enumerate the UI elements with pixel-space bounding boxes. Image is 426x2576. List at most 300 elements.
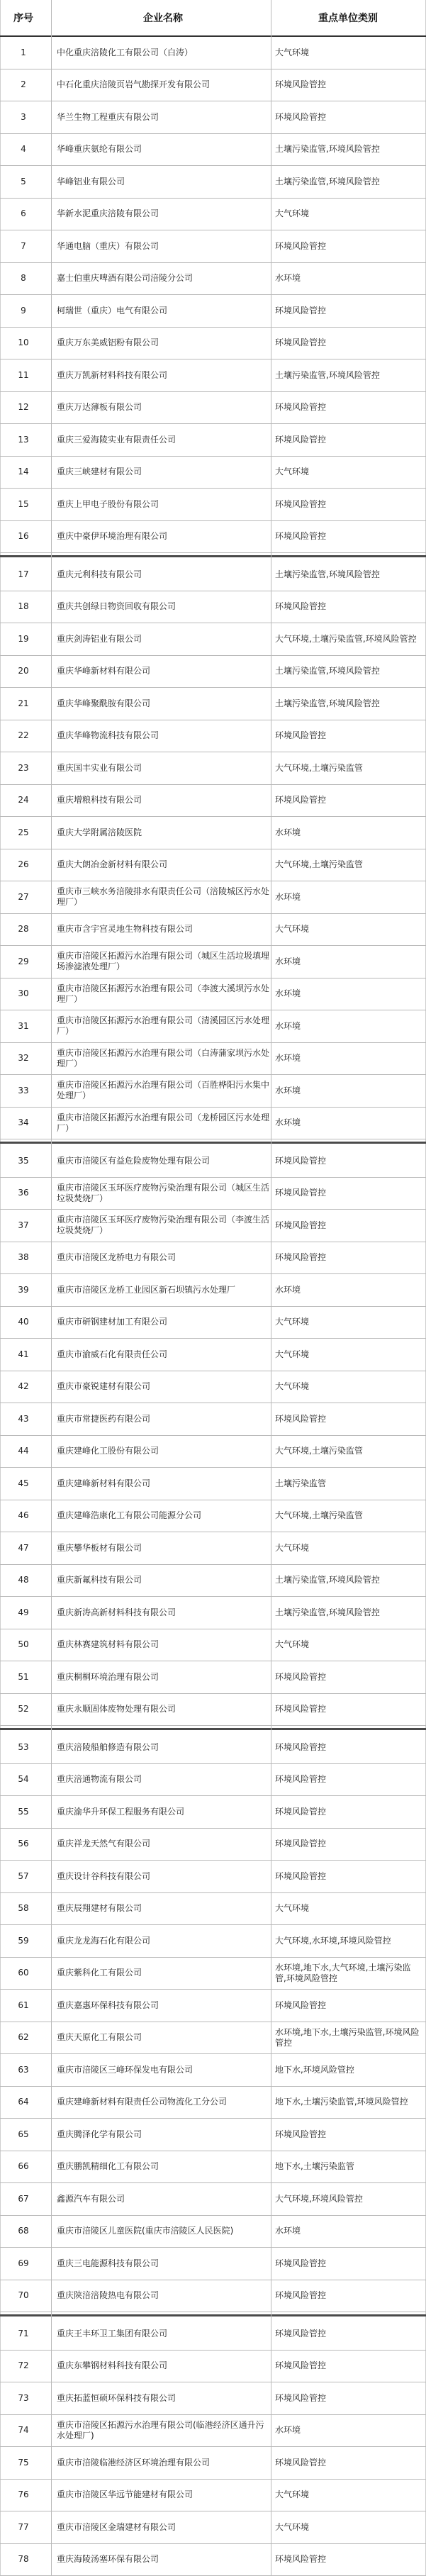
section-divider bbox=[0, 2314, 426, 2316]
company-name bbox=[57, 2022, 269, 2054]
row-index bbox=[0, 2022, 47, 2054]
company-name-text: 中石化重庆涪陵页岩气勘探开发有限公司 bbox=[57, 79, 211, 90]
company-name-text: 重庆陕涪涪陵热电有限公司 bbox=[57, 2290, 159, 2301]
unit-category-text: 环境风险管控 bbox=[275, 1774, 327, 1785]
unit-category bbox=[275, 1732, 421, 1763]
section-divider bbox=[0, 1728, 426, 1730]
company-name-text: 华新水泥重庆涪陵有限公司 bbox=[57, 208, 159, 219]
table-row bbox=[0, 166, 426, 199]
unit-category bbox=[275, 230, 421, 262]
table-row bbox=[0, 720, 426, 753]
company-name bbox=[57, 392, 269, 424]
row-index-text: 70 bbox=[18, 2290, 29, 2301]
row-index bbox=[0, 978, 47, 1010]
unit-category bbox=[275, 623, 421, 655]
table-row bbox=[0, 2280, 426, 2313]
unit-category-text: 地下水,环境风险管控 bbox=[275, 2064, 354, 2075]
unit-category bbox=[275, 1829, 421, 1861]
company-name-text: 重庆市涪陵区拓源污水治理有限公司（清溪园区污水处理厂） bbox=[57, 1015, 269, 1037]
table-row bbox=[0, 1075, 426, 1108]
table-row bbox=[0, 1764, 426, 1797]
table-row bbox=[0, 1210, 426, 1242]
row-index-text: 48 bbox=[18, 1575, 29, 1585]
company-name-text: 重庆市涪陵区拓源污水治理有限公司(临港经济区通升污水处理厂) bbox=[57, 2419, 264, 2441]
row-index-text: 54 bbox=[18, 1774, 29, 1785]
unit-category-text: 大气环境 bbox=[275, 1317, 310, 1327]
table-row bbox=[0, 2087, 426, 2119]
unit-category bbox=[275, 1629, 421, 1661]
unit-category-text: 环境风险管控 bbox=[275, 2000, 327, 2010]
unit-category-text: 水环境 bbox=[275, 2226, 301, 2236]
company-name-text: 重庆涪陵船舶修造有限公司 bbox=[57, 1741, 159, 1752]
row-index bbox=[0, 2216, 47, 2248]
unit-category bbox=[275, 2119, 421, 2151]
row-index-text: 38 bbox=[18, 1252, 29, 1263]
section-divider bbox=[0, 555, 426, 557]
company-name-text: 重庆拓蓝恒硕环保科技有限公司 bbox=[57, 2392, 176, 2403]
table-row bbox=[0, 1274, 426, 1307]
company-name bbox=[57, 2280, 269, 2312]
table-row bbox=[0, 101, 426, 134]
company-name-text: 重庆华峰新材料有限公司 bbox=[57, 666, 151, 676]
table-row bbox=[0, 2054, 426, 2087]
row-index bbox=[0, 849, 47, 881]
company-name-text: 重庆三峡建材有限公司 bbox=[57, 467, 142, 477]
unit-category bbox=[275, 2022, 421, 2054]
unit-category bbox=[275, 752, 421, 784]
unit-category bbox=[275, 101, 421, 133]
header-index: 序号 bbox=[13, 13, 33, 24]
row-index-text: 60 bbox=[18, 1968, 29, 1978]
unit-category-text: 环境风险管控 bbox=[275, 795, 327, 805]
row-index bbox=[0, 295, 47, 327]
company-name-text: 重庆市涪陵区华远节能建材有限公司 bbox=[57, 2489, 194, 2500]
unit-category-text: 环境风险管控 bbox=[275, 1671, 327, 1682]
unit-category bbox=[275, 359, 421, 391]
unit-category-text: 水环境 bbox=[275, 956, 301, 966]
table-row bbox=[0, 1958, 426, 1990]
table-row bbox=[0, 1468, 426, 1500]
table-row bbox=[0, 1500, 426, 1533]
unit-category-text: 地下水,土壤污染监管,环境风险管控 bbox=[275, 2097, 408, 2107]
row-index bbox=[0, 457, 47, 489]
company-name-text: 重庆天原化工有限公司 bbox=[57, 2032, 142, 2043]
row-index bbox=[0, 69, 47, 101]
row-index-text: 8 bbox=[21, 273, 26, 284]
row-index-text: 4 bbox=[21, 144, 26, 155]
company-name-text: 重庆新氟科技有限公司 bbox=[57, 1575, 142, 1585]
company-name-text: 重庆市三峡水务涪陵排水有限责任公司（涪陵城区污水处理厂） bbox=[57, 886, 269, 908]
row-index-text: 36 bbox=[18, 1188, 29, 1198]
row-index-text: 19 bbox=[18, 633, 29, 644]
company-name-text: 重庆龙龙海石化有限公司 bbox=[57, 1935, 151, 1946]
unit-category-text: 环境风险管控 bbox=[275, 2129, 327, 2139]
company-name bbox=[57, 424, 269, 456]
unit-category bbox=[275, 559, 421, 591]
row-index bbox=[0, 1468, 47, 1500]
row-index-text: 77 bbox=[18, 2521, 29, 2532]
row-index bbox=[0, 359, 47, 391]
table-row bbox=[0, 2511, 426, 2544]
unit-category-text: 水环境 bbox=[275, 988, 301, 999]
table-row bbox=[0, 2119, 426, 2151]
row-index-text: 1 bbox=[21, 47, 26, 57]
unit-category bbox=[275, 1403, 421, 1435]
unit-category bbox=[275, 2248, 421, 2280]
company-name bbox=[57, 521, 269, 553]
company-name bbox=[57, 1403, 269, 1435]
unit-category bbox=[275, 2318, 421, 2350]
row-index bbox=[0, 1274, 47, 1306]
row-index-text: 68 bbox=[18, 2226, 29, 2236]
row-index-text: 27 bbox=[18, 891, 29, 902]
company-name bbox=[57, 2318, 269, 2350]
unit-category-text: 水环境,地下水,土壤污染监管,环境风险管控 bbox=[275, 2026, 420, 2048]
company-name bbox=[57, 69, 269, 101]
unit-category-text: 地下水,土壤污染监管 bbox=[275, 2161, 354, 2172]
row-index-text: 11 bbox=[18, 369, 29, 380]
row-index bbox=[0, 2544, 47, 2576]
company-name-text: 嘉士伯重庆啤酒有限公司涪陵分公司 bbox=[57, 273, 194, 284]
unit-category-text: 环境风险管控 bbox=[275, 2392, 327, 2403]
row-index bbox=[0, 1178, 47, 1210]
company-name bbox=[57, 591, 269, 623]
table-row bbox=[0, 134, 426, 167]
row-index bbox=[0, 424, 47, 456]
row-index-text: 17 bbox=[18, 569, 29, 579]
unit-category bbox=[275, 1210, 421, 1242]
unit-category bbox=[275, 489, 421, 520]
row-index-text: 16 bbox=[18, 531, 29, 542]
company-name bbox=[57, 489, 269, 520]
company-name bbox=[57, 2183, 269, 2215]
row-index-text: 35 bbox=[18, 1155, 29, 1166]
row-index-text: 78 bbox=[18, 2554, 29, 2565]
row-index-text: 57 bbox=[18, 1870, 29, 1881]
row-index-text: 14 bbox=[18, 467, 29, 477]
column-divider bbox=[51, 0, 52, 2576]
unit-category-text: 环境风险管控 bbox=[275, 305, 327, 316]
row-index-text: 71 bbox=[18, 2328, 29, 2338]
company-name-text: 重庆市含宇宫灵地生物科技有限公司 bbox=[57, 924, 194, 935]
company-name-text: 重庆万东美威铝粉有限公司 bbox=[57, 338, 159, 348]
company-name bbox=[57, 559, 269, 591]
row-index-text: 67 bbox=[18, 2193, 29, 2204]
row-index bbox=[0, 1075, 47, 1107]
unit-category bbox=[275, 2480, 421, 2511]
company-name bbox=[57, 2351, 269, 2382]
unit-category-text: 环境风险管控 bbox=[275, 1188, 327, 1198]
table-row bbox=[0, 1597, 426, 1629]
company-name bbox=[57, 1043, 269, 1075]
row-index-text: 42 bbox=[18, 1381, 29, 1392]
unit-category-text: 土壤污染监管,环境风险管控 bbox=[275, 666, 380, 676]
row-index bbox=[0, 1597, 47, 1629]
row-index-text: 55 bbox=[18, 1806, 29, 1817]
unit-category-text: 土壤污染监管,环境风险管控 bbox=[275, 698, 380, 708]
row-index bbox=[0, 1861, 47, 1892]
row-index-text: 40 bbox=[18, 1317, 29, 1327]
row-index bbox=[0, 688, 47, 720]
table-row bbox=[0, 2415, 426, 2448]
company-name bbox=[57, 2087, 269, 2119]
unit-category-text: 土壤污染监管,环境风险管控 bbox=[275, 176, 380, 186]
unit-category-text: 环境风险管控 bbox=[275, 2258, 327, 2268]
row-index bbox=[0, 1565, 47, 1597]
company-name bbox=[57, 1339, 269, 1371]
unit-category-text: 大气环境 bbox=[275, 1349, 310, 1359]
unit-category-text: 大气环境,土壤污染监管 bbox=[275, 762, 363, 773]
row-index bbox=[0, 1108, 47, 1139]
company-name bbox=[57, 1629, 269, 1661]
company-name bbox=[57, 1764, 269, 1796]
unit-category-text: 大气环境 bbox=[275, 924, 310, 935]
company-name bbox=[57, 199, 269, 230]
company-name bbox=[57, 230, 269, 262]
unit-category bbox=[275, 914, 421, 946]
unit-category-text: 环境风险管控 bbox=[275, 240, 327, 251]
row-index-text: 44 bbox=[18, 1446, 29, 1456]
row-index bbox=[0, 1925, 47, 1957]
row-index-text: 15 bbox=[18, 498, 29, 509]
company-name-text: 重庆永顺固体废物处理有限公司 bbox=[57, 1704, 176, 1714]
unit-category-text: 环境风险管控 bbox=[275, 111, 327, 122]
table-row bbox=[0, 263, 426, 296]
table-row bbox=[0, 2183, 426, 2216]
unit-category bbox=[275, 591, 421, 623]
table-row bbox=[0, 1861, 426, 1893]
unit-category bbox=[275, 1010, 421, 1042]
unit-category bbox=[275, 1893, 421, 1925]
table-row bbox=[0, 2447, 426, 2480]
company-name bbox=[57, 1210, 269, 1242]
row-index-text: 20 bbox=[18, 666, 29, 676]
company-name-text: 重庆大朗冶金新材料有限公司 bbox=[57, 859, 168, 870]
unit-category-text: 大气环境 bbox=[275, 2521, 310, 2532]
row-index-text: 41 bbox=[18, 1349, 29, 1359]
unit-category bbox=[275, 1371, 421, 1403]
unit-category-text: 大气环境,水环境,环境风险管控 bbox=[275, 1935, 391, 1946]
table-row bbox=[0, 688, 426, 720]
company-name bbox=[57, 37, 269, 69]
table-row bbox=[0, 489, 426, 521]
company-name bbox=[57, 2544, 269, 2576]
row-index-text: 24 bbox=[18, 795, 29, 805]
unit-category bbox=[275, 263, 421, 295]
unit-category bbox=[275, 1307, 421, 1339]
company-name-text: 重庆市常捷医药有限公司 bbox=[57, 1413, 151, 1424]
unit-category-text: 环境风险管控 bbox=[275, 498, 327, 509]
row-index bbox=[0, 1796, 47, 1828]
unit-category-text: 水环境 bbox=[275, 1117, 301, 1128]
row-index bbox=[0, 1990, 47, 2022]
row-index bbox=[0, 328, 47, 359]
unit-category bbox=[275, 1597, 421, 1629]
row-index-text: 72 bbox=[18, 2360, 29, 2371]
company-name-text: 重庆华峰聚酰胺有限公司 bbox=[57, 698, 151, 708]
unit-category bbox=[275, 656, 421, 688]
company-name bbox=[57, 2415, 269, 2447]
unit-category-text: 环境风险管控 bbox=[275, 730, 327, 741]
table-row bbox=[0, 1436, 426, 1468]
company-name-text: 重庆嘉惠环保科技有限公司 bbox=[57, 2000, 159, 2010]
company-name bbox=[57, 1242, 269, 1274]
row-index bbox=[0, 2511, 47, 2543]
row-index bbox=[0, 2151, 47, 2183]
unit-category bbox=[275, 1075, 421, 1107]
unit-category-text: 大气环境 bbox=[275, 467, 310, 477]
company-name bbox=[57, 1732, 269, 1763]
company-name-text: 重庆紫科化工有限公司 bbox=[57, 1968, 142, 1978]
company-name bbox=[57, 785, 269, 817]
row-index-text: 3 bbox=[21, 111, 26, 122]
row-index-text: 43 bbox=[18, 1413, 29, 1424]
company-name bbox=[57, 881, 269, 913]
company-name bbox=[57, 1565, 269, 1597]
row-index bbox=[0, 1307, 47, 1339]
row-index-text: 58 bbox=[18, 1903, 29, 1914]
unit-category-text: 水环境,地下水,大气环境,土壤污染监管,环境风险管控 bbox=[275, 1962, 411, 1983]
unit-category-text: 土壤污染监管,环境风险管控 bbox=[275, 369, 380, 380]
unit-category bbox=[275, 978, 421, 1010]
company-name-text: 华通电脑（重庆）有限公司 bbox=[57, 240, 159, 251]
row-index bbox=[0, 1010, 47, 1042]
table-row bbox=[0, 1990, 426, 2022]
table-row bbox=[0, 1661, 426, 1694]
unit-category-text: 水环境 bbox=[275, 1020, 301, 1031]
unit-category bbox=[275, 2447, 421, 2479]
table-row bbox=[0, 2480, 426, 2512]
unit-category bbox=[275, 2151, 421, 2183]
company-name bbox=[57, 328, 269, 359]
company-name bbox=[57, 1010, 269, 1042]
company-name bbox=[57, 752, 269, 784]
table-row bbox=[0, 424, 426, 457]
unit-category bbox=[275, 1958, 421, 1990]
unit-category-text: 大气环境 bbox=[275, 1903, 310, 1914]
unit-category bbox=[275, 1145, 421, 1177]
unit-category-text: 环境风险管控 bbox=[275, 1413, 327, 1424]
row-index bbox=[0, 559, 47, 591]
table-row bbox=[0, 1307, 426, 1339]
company-name bbox=[57, 978, 269, 1010]
row-index bbox=[0, 1145, 47, 1177]
company-name-text: 重庆共创绿日物资回收有限公司 bbox=[57, 601, 176, 612]
unit-category-text: 水环境 bbox=[275, 891, 301, 902]
row-index-text: 75 bbox=[18, 2457, 29, 2468]
row-index bbox=[0, 1829, 47, 1861]
company-name-text: 重庆建峰新材料有限公司 bbox=[57, 1478, 151, 1488]
table-row bbox=[0, 392, 426, 425]
table-row bbox=[0, 1694, 426, 1727]
unit-category-text: 水环境 bbox=[275, 827, 301, 837]
table-row bbox=[0, 591, 426, 624]
row-index-text: 37 bbox=[18, 1220, 29, 1230]
unit-category bbox=[275, 1925, 421, 1957]
unit-category bbox=[275, 1178, 421, 1210]
unit-category bbox=[275, 2511, 421, 2543]
company-name bbox=[57, 914, 269, 946]
company-name-text: 重庆国丰实业有限公司 bbox=[57, 762, 142, 773]
table-row bbox=[0, 69, 426, 102]
row-index bbox=[0, 1661, 47, 1693]
row-index-text: 32 bbox=[18, 1053, 29, 1064]
table-row bbox=[0, 1043, 426, 1076]
row-index-text: 2 bbox=[21, 79, 26, 90]
unit-category bbox=[275, 946, 421, 978]
unit-category-text: 大气环境,土壤污染监管 bbox=[275, 1446, 363, 1456]
company-name-text: 重庆市渝威石化有限责任公司 bbox=[57, 1349, 168, 1359]
unit-category bbox=[275, 295, 421, 327]
unit-category bbox=[275, 2382, 421, 2414]
company-name bbox=[57, 1861, 269, 1892]
row-index bbox=[0, 392, 47, 424]
row-index bbox=[0, 2318, 47, 2350]
company-name-text: 重庆建峰浩康化工有限公司能源分公司 bbox=[57, 1510, 202, 1521]
unit-category bbox=[275, 1468, 421, 1500]
row-index-text: 31 bbox=[18, 1020, 29, 1031]
unit-category-text: 土壤污染监管,环境风险管控 bbox=[275, 1575, 380, 1585]
table-row bbox=[0, 1732, 426, 1764]
row-index-text: 13 bbox=[18, 434, 29, 445]
company-name-text: 华兰生物工程重庆有限公司 bbox=[57, 111, 159, 122]
unit-category bbox=[275, 1565, 421, 1597]
unit-category bbox=[275, 2351, 421, 2382]
company-name bbox=[57, 1500, 269, 1532]
table-row bbox=[0, 1242, 426, 1275]
table-row bbox=[0, 2248, 426, 2280]
section-divider bbox=[0, 1142, 426, 1144]
row-index-text: 25 bbox=[18, 827, 29, 837]
row-index bbox=[0, 785, 47, 817]
unit-category bbox=[275, 1242, 421, 1274]
row-index-text: 6 bbox=[21, 208, 26, 219]
row-index-text: 45 bbox=[18, 1478, 29, 1488]
table-row bbox=[0, 1010, 426, 1043]
row-index-text: 30 bbox=[18, 988, 29, 999]
unit-category-text: 大气环境 bbox=[275, 47, 310, 57]
unit-category-text: 环境风险管控 bbox=[275, 1155, 327, 1166]
company-name bbox=[57, 1661, 269, 1693]
company-name-text: 重庆渝华升环保工程服务有限公司 bbox=[57, 1806, 185, 1817]
company-name bbox=[57, 457, 269, 489]
unit-category bbox=[275, 69, 421, 101]
row-index bbox=[0, 2382, 47, 2414]
table-row bbox=[0, 328, 426, 360]
row-index-text: 34 bbox=[18, 1117, 29, 1128]
company-name-text: 重庆增粮科技有限公司 bbox=[57, 795, 142, 805]
unit-category bbox=[275, 2183, 421, 2215]
table-row bbox=[0, 2351, 426, 2383]
row-index-text: 69 bbox=[18, 2258, 29, 2268]
row-index bbox=[0, 1958, 47, 1990]
company-name bbox=[57, 1694, 269, 1726]
row-index-text: 28 bbox=[18, 924, 29, 935]
unit-category-text: 环境风险管控 bbox=[275, 1704, 327, 1714]
unit-category-text: 环境风险管控 bbox=[275, 434, 327, 445]
unit-category bbox=[275, 457, 421, 489]
table-row bbox=[0, 1178, 426, 1210]
row-index bbox=[0, 1500, 47, 1532]
unit-category bbox=[275, 720, 421, 752]
unit-category-text: 环境风险管控 bbox=[275, 2290, 327, 2301]
row-index bbox=[0, 1893, 47, 1925]
row-index bbox=[0, 2054, 47, 2086]
unit-category bbox=[275, 2054, 421, 2086]
company-name-text: 华峰重庆氨纶有限公司 bbox=[57, 144, 142, 155]
row-index bbox=[0, 489, 47, 520]
table-row bbox=[0, 457, 426, 489]
